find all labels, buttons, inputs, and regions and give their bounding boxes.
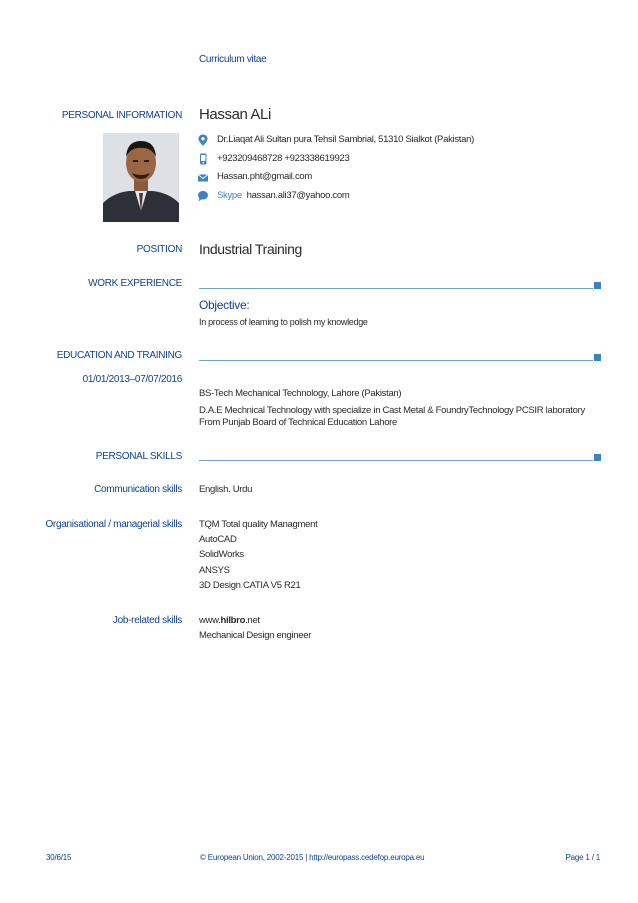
objective-text: In process of learning to polish my knowledge — [199, 317, 368, 327]
job-related-website[interactable] — [199, 615, 260, 626]
skype-row — [217, 190, 349, 201]
email-envelope-icon — [197, 171, 209, 183]
job-related-skills-label: Job-related skills — [112, 615, 182, 626]
footer-copyright[interactable]: © European Union, 2002-2015 | http://europass.cedefop.europa.eu — [200, 853, 425, 862]
organisational-skill-item: SolidWorks — [199, 549, 244, 560]
organisational-skill-item: ANSYS — [199, 565, 230, 576]
email-address[interactable]: Hassan.pht@gmail.com — [217, 171, 312, 182]
communication-skills-label: Communication skills — [94, 484, 182, 495]
mobile-phone-icon — [197, 152, 209, 164]
communication-skills-value: English. Urdu — [199, 484, 253, 495]
section-label-work-experience: WORK EXPERIENCE — [88, 278, 182, 289]
education-item-dae-line2: From Punjab Board of Technical Education Lahore — [199, 417, 398, 428]
candidate-name: Hassan ALi — [199, 106, 271, 123]
chat-bubble-icon — [197, 189, 209, 201]
section-label-personal-skills: PERSONAL SKILLS — [95, 451, 182, 462]
section-marker-education — [594, 354, 601, 361]
education-dates: 01/01/2013–07/07/2016 — [82, 374, 182, 385]
website-suffix: .net — [245, 615, 260, 626]
profile-photo — [103, 133, 179, 222]
section-label-personal-information: PERSONAL INFORMATION — [61, 110, 182, 121]
organisational-skills-label: Organisational / managerial skills — [45, 519, 182, 530]
skype-handle[interactable]: hassan.ali37@yahoo.com — [246, 190, 350, 201]
education-item-bs-tech: BS-Tech Mechanical Technology, Lahore (Pakistan) — [199, 388, 402, 399]
organisational-skill-item: TQM Total quality Managment — [199, 519, 318, 530]
footer-page-number: Page 1 / 1 — [565, 853, 600, 862]
phone-numbers: +923209468728 +923338619923 — [217, 153, 350, 164]
section-divider-education — [199, 360, 593, 361]
address-text: Dr.Liaqat Ali Sultan pura Tehsil Sambrial, 51310 Sialkot (Pakistan) — [217, 134, 474, 145]
job-related-role: Mechanical Design engineer — [199, 630, 312, 641]
section-label-position: POSITION — [136, 244, 182, 255]
section-divider-work — [199, 288, 593, 289]
website-prefix: www. — [199, 615, 221, 626]
section-divider-skills — [199, 460, 593, 461]
education-item-dae-line1: D.A.E Mechnical Technology with specialize in Cast Metal & FoundryTechnology PCSIR laboratory — [199, 405, 585, 416]
section-marker-skills — [594, 454, 601, 461]
objective-title: Objective: — [199, 298, 250, 312]
position-value: Industrial Training — [199, 241, 302, 257]
organisational-skill-item: 3D Design CATIA V5 R21 — [199, 580, 301, 591]
location-pin-icon — [197, 133, 209, 145]
section-marker-work — [594, 282, 601, 289]
section-label-education: EDUCATION AND TRAINING — [56, 350, 182, 361]
skype-label: Skype — [217, 190, 242, 201]
footer-date: 30/6/15 — [46, 853, 72, 862]
document-title: Curriculum vitae — [199, 54, 267, 65]
website-name: hilbro — [220, 615, 246, 626]
organisational-skill-item: AutoCAD — [199, 534, 237, 545]
